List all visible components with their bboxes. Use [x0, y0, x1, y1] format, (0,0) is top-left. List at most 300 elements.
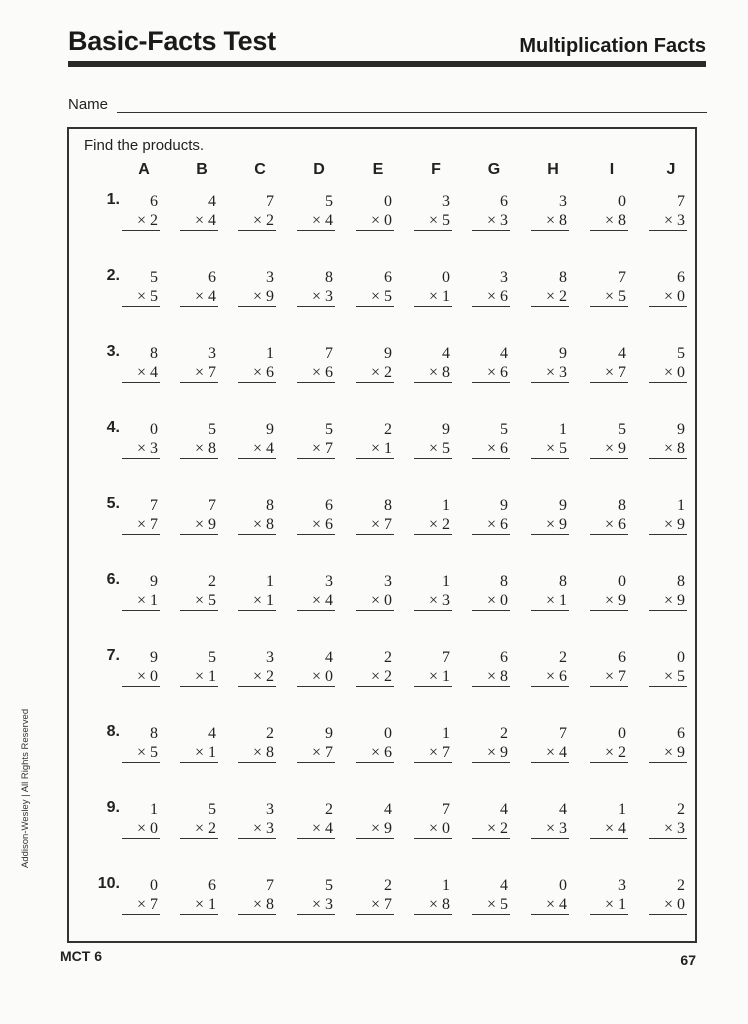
multiplier-value: 1	[150, 592, 158, 609]
multiplier-value: 4	[559, 896, 567, 913]
problem-5-j	[649, 496, 687, 535]
multiplier	[590, 287, 628, 307]
times-sign: ×	[486, 744, 496, 761]
multiplier	[297, 515, 335, 535]
column-header-i: I	[609, 161, 615, 178]
multiplicand: 2	[325, 801, 333, 818]
multiplier-value: 9	[208, 516, 216, 533]
multiplier-value: 9	[559, 516, 567, 533]
multiplicand: 0	[618, 193, 626, 210]
problem-10-i	[590, 876, 628, 915]
times-sign: ×	[428, 592, 438, 609]
multiplicand: 8	[266, 497, 274, 514]
multiplier-value: 3	[150, 440, 158, 457]
problem-7-d	[297, 648, 335, 687]
problem-4-e	[356, 420, 394, 459]
multiplier	[531, 895, 569, 915]
multiplicand: 5	[150, 269, 158, 286]
times-sign: ×	[252, 516, 262, 533]
multiplier	[472, 895, 510, 915]
times-sign: ×	[428, 364, 438, 381]
problem-8-g	[472, 724, 510, 763]
times-sign: ×	[311, 364, 321, 381]
problem-10-j	[649, 876, 687, 915]
row-number: 9.	[106, 799, 120, 816]
multiplier-value: 5	[208, 592, 216, 609]
multiplicand: 1	[442, 725, 450, 742]
problem-5-g	[472, 496, 510, 535]
multiplier	[238, 895, 276, 915]
times-sign: ×	[604, 440, 614, 457]
multiplier	[531, 591, 569, 611]
multiplier	[590, 515, 628, 535]
multiplier-value: 4	[150, 364, 158, 381]
row-number: 10.	[97, 875, 120, 892]
times-sign: ×	[428, 440, 438, 457]
times-sign: ×	[252, 744, 262, 761]
problem-10-f	[414, 876, 452, 915]
multiplicand: 4	[500, 801, 508, 818]
multiplicand: 5	[208, 649, 216, 666]
multiplier-value: 4	[266, 440, 274, 457]
problem-2-i	[590, 268, 628, 307]
multiplier	[297, 591, 335, 611]
multiplicand: 2	[677, 801, 685, 818]
multiplier	[238, 667, 276, 687]
multiplier	[297, 287, 335, 307]
multiplier	[180, 211, 218, 231]
multiplier	[590, 211, 628, 231]
problem-6-g	[472, 572, 510, 611]
multiplier	[122, 363, 160, 383]
times-sign: ×	[370, 288, 380, 305]
times-sign: ×	[194, 516, 204, 533]
multiplier	[414, 819, 452, 839]
multiplicand: 2	[384, 649, 392, 666]
problem-5-h	[531, 496, 569, 535]
times-sign: ×	[136, 212, 146, 229]
times-sign: ×	[486, 516, 496, 533]
multiplier-value: 5	[384, 288, 392, 305]
multiplicand: 1	[266, 345, 274, 362]
multiplicand: 1	[677, 497, 685, 514]
multiplier	[180, 895, 218, 915]
problem-9-f	[414, 800, 452, 839]
multiplicand: 4	[384, 801, 392, 818]
times-sign: ×	[311, 212, 321, 229]
multiplicand: 9	[266, 421, 274, 438]
multiplier	[472, 743, 510, 763]
times-sign: ×	[136, 820, 146, 837]
multiplicand: 8	[325, 269, 333, 286]
multiplier-value: 8	[266, 744, 274, 761]
multiplier-value: 8	[442, 896, 450, 913]
row-number: 6.	[106, 571, 120, 588]
multiplicand: 8	[559, 269, 567, 286]
row-number: 8.	[106, 723, 120, 740]
multiplicand: 6	[500, 193, 508, 210]
problem-9-e	[356, 800, 394, 839]
times-sign: ×	[486, 668, 496, 685]
multiplicand: 2	[500, 725, 508, 742]
multiplier	[531, 819, 569, 839]
multiplicand: 3	[208, 345, 216, 362]
multiplicand: 8	[618, 497, 626, 514]
problem-5-d	[297, 496, 335, 535]
problem-2-a	[122, 268, 160, 307]
problem-5-e	[356, 496, 394, 535]
times-sign: ×	[663, 212, 673, 229]
problem-10-d	[297, 876, 335, 915]
problem-8-d	[297, 724, 335, 763]
times-sign: ×	[428, 516, 438, 533]
problem-1-j	[649, 192, 687, 231]
multiplier	[180, 439, 218, 459]
multiplier-value: 3	[442, 592, 450, 609]
multiplier-value: 5	[150, 744, 158, 761]
problem-10-h	[531, 876, 569, 915]
times-sign: ×	[370, 820, 380, 837]
problem-5-i	[590, 496, 628, 535]
problem-7-e	[356, 648, 394, 687]
multiplier	[356, 743, 394, 763]
multiplier-value: 1	[442, 668, 450, 685]
problem-1-h	[531, 192, 569, 231]
multiplier-value: 9	[677, 744, 685, 761]
times-sign: ×	[370, 896, 380, 913]
times-sign: ×	[545, 820, 555, 837]
multiplicand: 1	[618, 801, 626, 818]
times-sign: ×	[136, 288, 146, 305]
multiplier	[297, 743, 335, 763]
problem-2-j	[649, 268, 687, 307]
times-sign: ×	[486, 288, 496, 305]
problem-10-b	[180, 876, 218, 915]
multiplier-value: 7	[384, 516, 392, 533]
multiplicand: 8	[500, 573, 508, 590]
multiplier	[122, 667, 160, 687]
problem-4-a	[122, 420, 160, 459]
name-line	[117, 112, 707, 113]
multiplier-value: 8	[266, 516, 274, 533]
problem-10-e	[356, 876, 394, 915]
multiplier	[238, 743, 276, 763]
multiplicand: 9	[559, 345, 567, 362]
multiplier-value: 6	[618, 516, 626, 533]
multiplicand: 8	[384, 497, 392, 514]
problem-8-b	[180, 724, 218, 763]
multiplier-value: 4	[208, 212, 216, 229]
problem-6-d	[297, 572, 335, 611]
name-label: Name	[68, 96, 109, 113]
column-header-a: A	[138, 161, 150, 178]
multiplier-value: 9	[500, 744, 508, 761]
multiplicand: 3	[559, 193, 567, 210]
multiplier-value: 4	[559, 744, 567, 761]
multiplier-value: 5	[442, 212, 450, 229]
multiplier-value: 5	[500, 896, 508, 913]
times-sign: ×	[545, 592, 555, 609]
times-sign: ×	[370, 212, 380, 229]
multiplier-value: 0	[677, 896, 685, 913]
times-sign: ×	[370, 668, 380, 685]
multiplier-value: 5	[442, 440, 450, 457]
times-sign: ×	[252, 896, 262, 913]
times-sign: ×	[252, 440, 262, 457]
multiplier-value: 6	[325, 516, 333, 533]
problem-6-h	[531, 572, 569, 611]
multiplier	[649, 667, 687, 687]
problem-4-j	[649, 420, 687, 459]
times-sign: ×	[194, 820, 204, 837]
multiplicand: 3	[325, 573, 333, 590]
times-sign: ×	[252, 364, 262, 381]
problem-9-j	[649, 800, 687, 839]
multiplier-value: 7	[384, 896, 392, 913]
problem-4-f	[414, 420, 452, 459]
problem-6-i	[590, 572, 628, 611]
problem-1-f	[414, 192, 452, 231]
multiplicand: 2	[266, 725, 274, 742]
problem-6-c	[238, 572, 276, 611]
multiplier	[649, 211, 687, 231]
times-sign: ×	[604, 592, 614, 609]
multiplier	[180, 363, 218, 383]
problem-3-d	[297, 344, 335, 383]
multiplier	[590, 591, 628, 611]
multiplicand: 1	[442, 497, 450, 514]
problem-3-f	[414, 344, 452, 383]
multiplier	[356, 895, 394, 915]
multiplicand: 7	[677, 193, 685, 210]
multiplicand: 6	[384, 269, 392, 286]
problem-2-g	[472, 268, 510, 307]
multiplier	[356, 515, 394, 535]
problem-4-b	[180, 420, 218, 459]
multiplier-value: 0	[384, 592, 392, 609]
multiplicand: 0	[150, 877, 158, 894]
multiplier-value: 8	[618, 212, 626, 229]
page-number: 67	[680, 952, 696, 968]
multiplicand: 9	[559, 497, 567, 514]
multiplier-value: 5	[618, 288, 626, 305]
times-sign: ×	[370, 744, 380, 761]
problem-8-a	[122, 724, 160, 763]
row-number: 1.	[106, 191, 120, 208]
multiplicand: 2	[559, 649, 567, 666]
multiplier-value: 6	[500, 364, 508, 381]
multiplier-value: 0	[150, 820, 158, 837]
multiplier	[649, 743, 687, 763]
multiplier-value: 7	[618, 668, 626, 685]
times-sign: ×	[428, 744, 438, 761]
problem-9-b	[180, 800, 218, 839]
multiplicand: 0	[384, 725, 392, 742]
multiplier	[414, 211, 452, 231]
multiplier-value: 3	[559, 364, 567, 381]
multiplicand: 9	[677, 421, 685, 438]
multiplier	[472, 667, 510, 687]
multiplier	[590, 363, 628, 383]
multiplier-value: 4	[325, 212, 333, 229]
multiplicand: 9	[325, 725, 333, 742]
multiplicand: 7	[266, 877, 274, 894]
problem-2-h	[531, 268, 569, 307]
problem-3-i	[590, 344, 628, 383]
multiplier-value: 7	[442, 744, 450, 761]
multiplier-value: 1	[208, 744, 216, 761]
column-header-g: G	[487, 161, 501, 178]
multiplicand: 7	[150, 497, 158, 514]
multiplier	[356, 211, 394, 231]
multiplier-value: 9	[677, 516, 685, 533]
times-sign: ×	[252, 820, 262, 837]
problem-7-i	[590, 648, 628, 687]
multiplier	[531, 363, 569, 383]
multiplier-value: 3	[266, 820, 274, 837]
multiplier	[649, 895, 687, 915]
multiplier	[180, 287, 218, 307]
multiplier	[414, 743, 452, 763]
multiplier-value: 1	[384, 440, 392, 457]
multiplicand: 9	[500, 497, 508, 514]
problem-4-c	[238, 420, 276, 459]
multiplicand: 5	[325, 193, 333, 210]
multiplier-value: 0	[677, 364, 685, 381]
multiplier	[531, 515, 569, 535]
multiplier-value: 1	[208, 668, 216, 685]
multiplicand: 4	[208, 725, 216, 742]
multiplier-value: 4	[325, 592, 333, 609]
multiplicand: 6	[325, 497, 333, 514]
problem-8-i	[590, 724, 628, 763]
multiplicand: 4	[559, 801, 567, 818]
multiplier	[297, 363, 335, 383]
multiplicand: 4	[618, 345, 626, 362]
multiplier	[472, 515, 510, 535]
multiplier	[590, 667, 628, 687]
problem-7-g	[472, 648, 510, 687]
times-sign: ×	[486, 896, 496, 913]
multiplier	[472, 287, 510, 307]
multiplier-value: 5	[677, 668, 685, 685]
multiplicand: 4	[442, 345, 450, 362]
multiplier-value: 2	[266, 668, 274, 685]
times-sign: ×	[428, 288, 438, 305]
problem-1-g	[472, 192, 510, 231]
multiplier	[297, 819, 335, 839]
multiplicand: 3	[618, 877, 626, 894]
problem-6-a	[122, 572, 160, 611]
multiplier-value: 5	[150, 288, 158, 305]
multiplier-value: 9	[384, 820, 392, 837]
times-sign: ×	[428, 668, 438, 685]
times-sign: ×	[370, 516, 380, 533]
times-sign: ×	[370, 440, 380, 457]
problem-2-f	[414, 268, 452, 307]
problem-1-c	[238, 192, 276, 231]
multiplicand: 6	[208, 269, 216, 286]
problem-10-a	[122, 876, 160, 915]
multiplier-value: 8	[266, 896, 274, 913]
problem-8-h	[531, 724, 569, 763]
problem-3-c	[238, 344, 276, 383]
multiplier	[531, 439, 569, 459]
multiplier-value: 1	[208, 896, 216, 913]
times-sign: ×	[136, 896, 146, 913]
multiplier-value: 9	[618, 440, 626, 457]
problem-7-f	[414, 648, 452, 687]
multiplicand: 8	[150, 725, 158, 742]
multiplier	[297, 895, 335, 915]
multiplier	[180, 515, 218, 535]
multiplier-value: 1	[618, 896, 626, 913]
multiplier	[122, 819, 160, 839]
multiplier	[649, 515, 687, 535]
multiplier	[238, 515, 276, 535]
multiplier	[238, 211, 276, 231]
times-sign: ×	[252, 668, 262, 685]
problem-5-a	[122, 496, 160, 535]
multiplier-value: 0	[150, 668, 158, 685]
problem-6-j	[649, 572, 687, 611]
multiplier	[590, 743, 628, 763]
multiplier	[472, 819, 510, 839]
times-sign: ×	[252, 592, 262, 609]
multiplier	[122, 743, 160, 763]
times-sign: ×	[604, 820, 614, 837]
problem-3-h	[531, 344, 569, 383]
problem-8-j	[649, 724, 687, 763]
times-sign: ×	[252, 288, 262, 305]
multiplicand: 9	[442, 421, 450, 438]
multiplier-value: 7	[150, 516, 158, 533]
multiplier-value: 8	[559, 212, 567, 229]
multiplier-value: 2	[618, 744, 626, 761]
times-sign: ×	[604, 896, 614, 913]
times-sign: ×	[370, 364, 380, 381]
multiplicand: 4	[500, 877, 508, 894]
times-sign: ×	[311, 896, 321, 913]
times-sign: ×	[311, 288, 321, 305]
multiplicand: 0	[559, 877, 567, 894]
multiplier-value: 4	[208, 288, 216, 305]
problem-10-c	[238, 876, 276, 915]
multiplicand: 4	[325, 649, 333, 666]
times-sign: ×	[663, 744, 673, 761]
times-sign: ×	[604, 288, 614, 305]
times-sign: ×	[663, 516, 673, 533]
times-sign: ×	[486, 364, 496, 381]
multiplicand: 1	[150, 801, 158, 818]
times-sign: ×	[194, 288, 204, 305]
problem-10-g	[472, 876, 510, 915]
multiplicand: 7	[208, 497, 216, 514]
times-sign: ×	[311, 592, 321, 609]
problem-4-d	[297, 420, 335, 459]
times-sign: ×	[428, 212, 438, 229]
multiplier-value: 2	[442, 516, 450, 533]
problem-9-d	[297, 800, 335, 839]
multiplier-value: 3	[677, 212, 685, 229]
problem-7-a	[122, 648, 160, 687]
multiplicand: 5	[618, 421, 626, 438]
problem-7-j	[649, 648, 687, 687]
multiplier	[180, 819, 218, 839]
multiplicand: 5	[500, 421, 508, 438]
problem-4-i	[590, 420, 628, 459]
column-header-e: E	[372, 161, 384, 178]
